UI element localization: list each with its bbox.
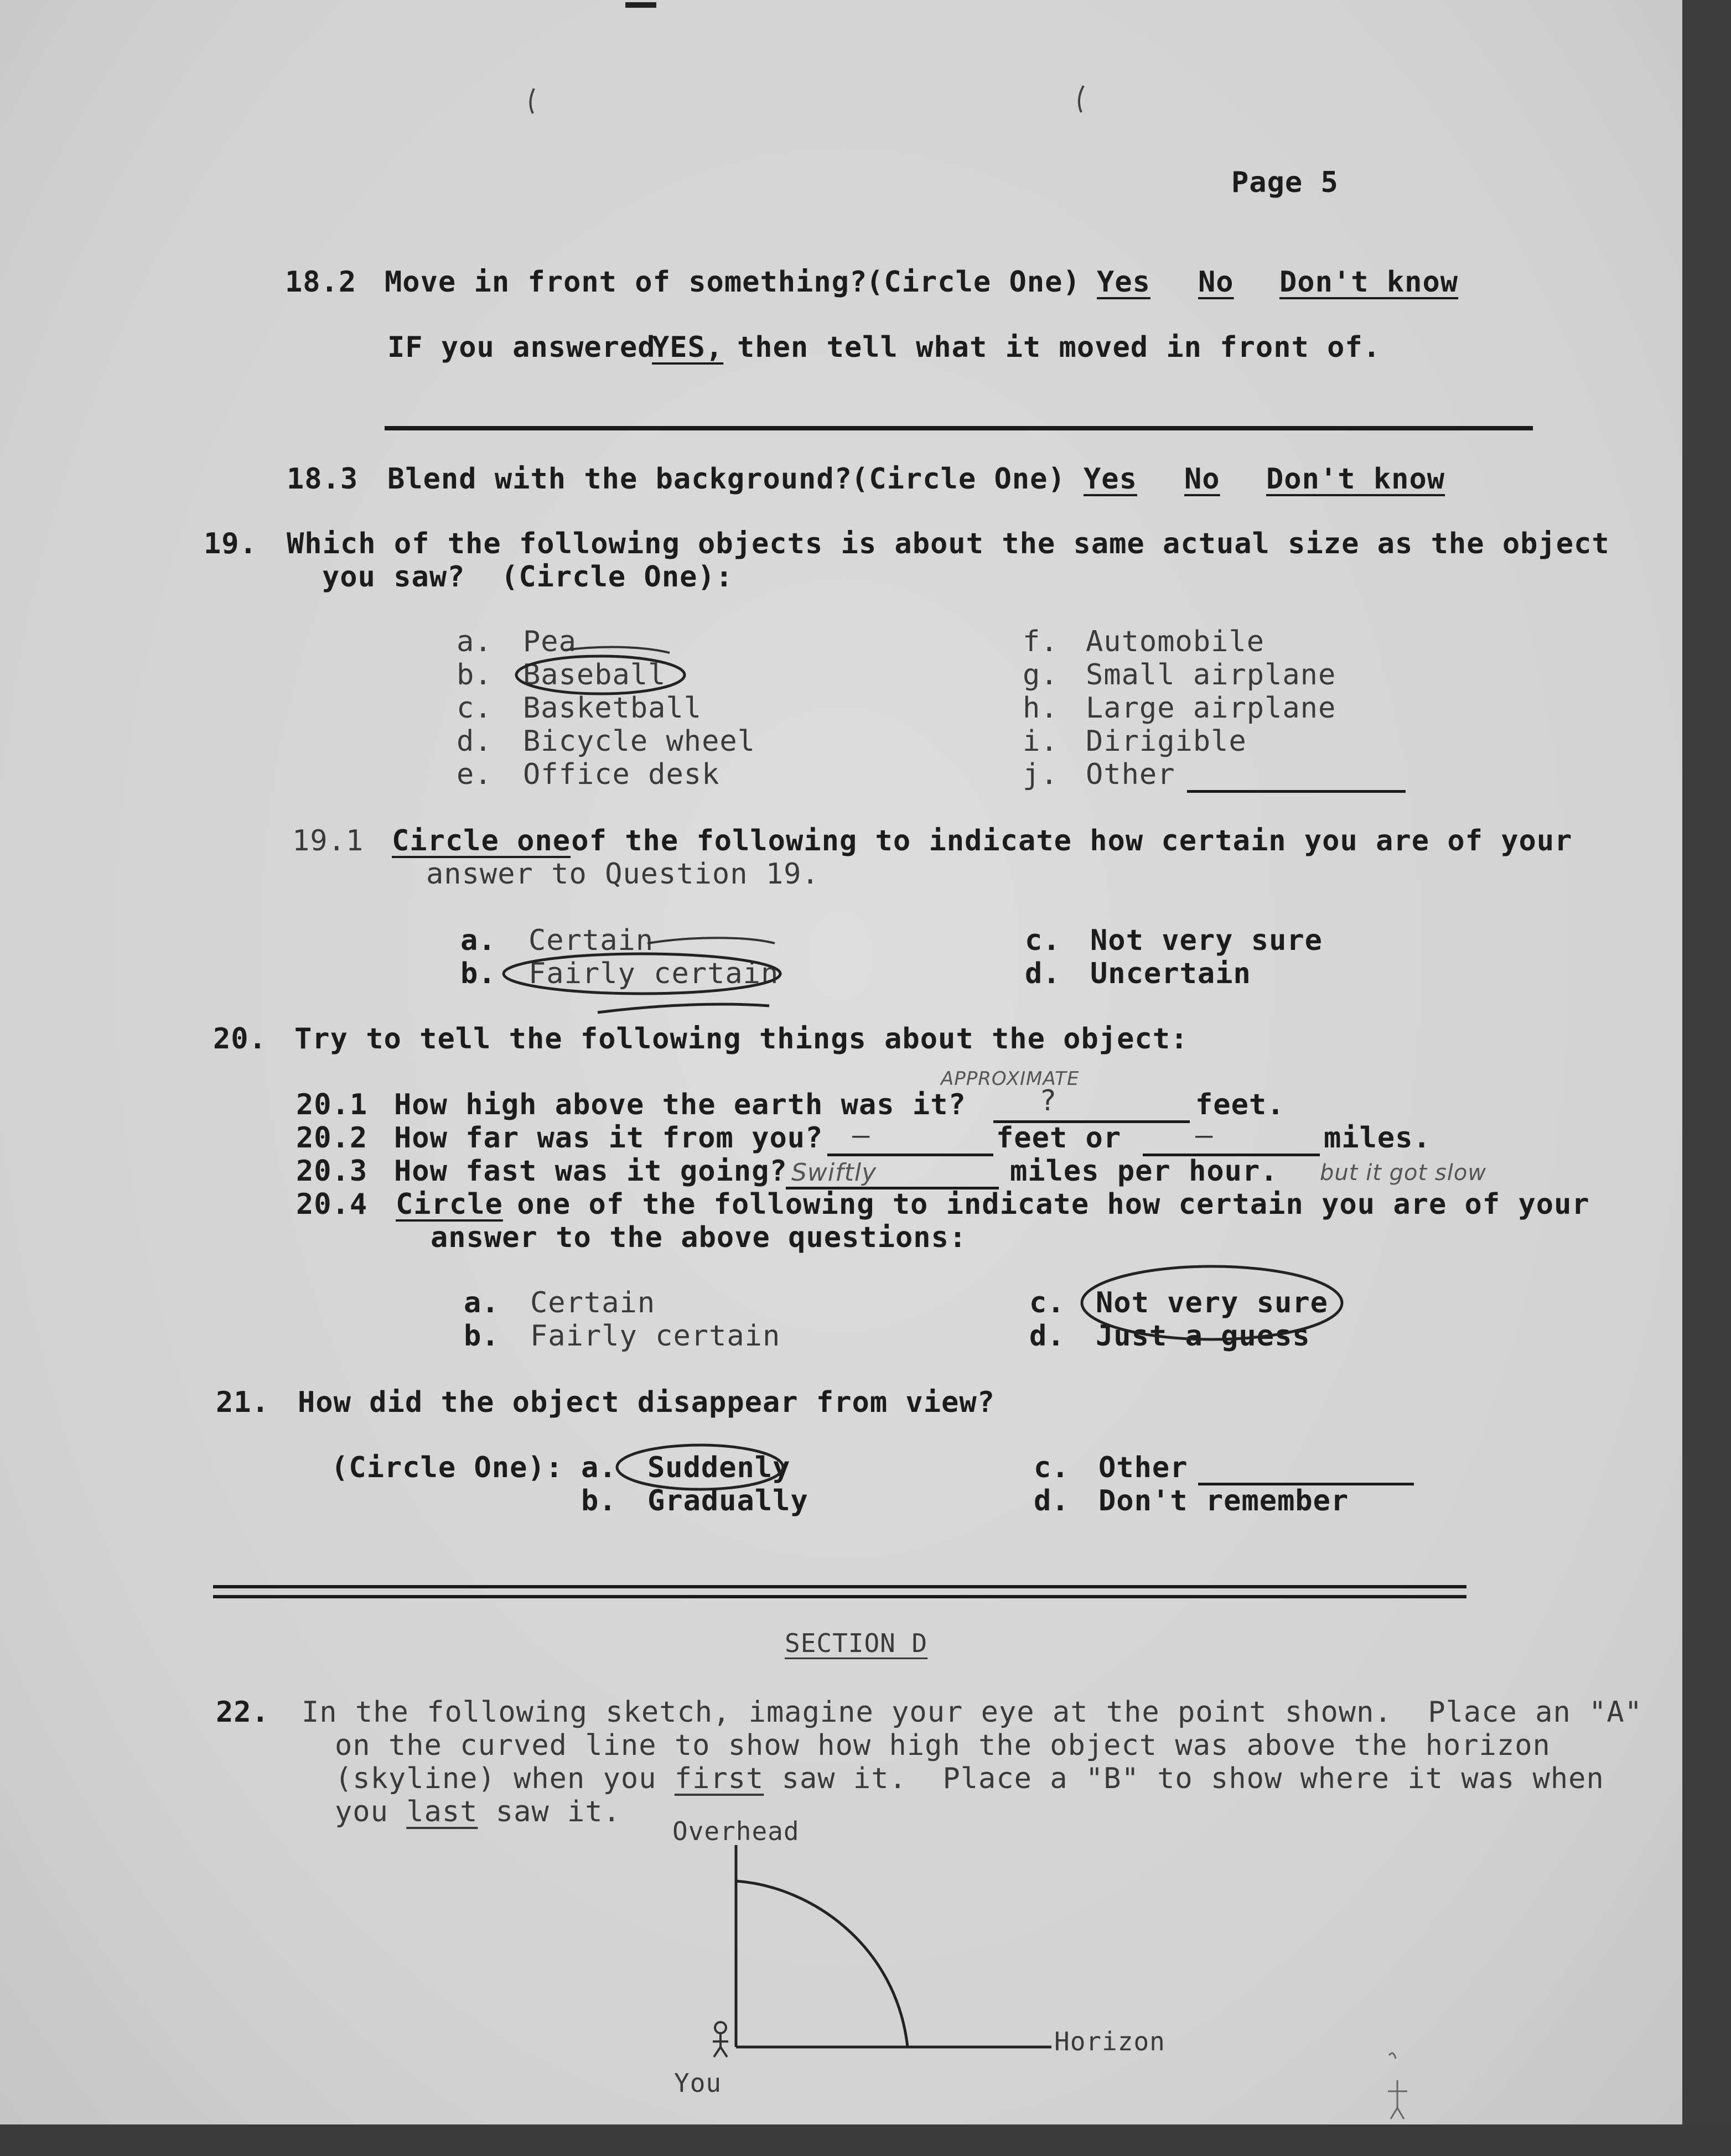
q18-2-number: 18.2 <box>285 266 357 299</box>
q20-1-unit: feet. <box>1195 1088 1285 1121</box>
q21-option-letter: b. <box>581 1484 617 1518</box>
q18-2-yes-option[interactable]: Yes <box>1097 266 1150 299</box>
q20-4-line2: answer to the above questions: <box>431 1221 967 1254</box>
page-number: Page 5 <box>1231 166 1339 199</box>
pencil-underline <box>598 1004 769 1012</box>
q19-option-letter: g. <box>1023 658 1059 692</box>
q19-option-letter: f. <box>1023 625 1059 658</box>
answer-circle-fairly-certain <box>504 954 780 994</box>
pencil-mark <box>530 89 534 113</box>
q19-option-letter: i. <box>1023 725 1059 758</box>
q21-option-gradually[interactable]: Gradually <box>647 1484 809 1518</box>
eye-figure-icon <box>713 2022 728 2057</box>
q21-option-letter: a. <box>581 1451 617 1484</box>
q20-4-option-fairly-certain[interactable]: Fairly certain <box>530 1319 781 1353</box>
q19-1-line1: of the following to indicate how certain you are of your <box>553 824 1573 858</box>
q19-option-pea[interactable]: Pea <box>523 625 577 658</box>
sketch-you-label: You <box>674 2068 722 2098</box>
q19-option-letter: j. <box>1023 758 1059 791</box>
q18-2-text: Move in front of something? <box>385 266 868 299</box>
q20-4-number: 20.4 <box>296 1188 368 1221</box>
pencil-mark <box>1079 86 1084 112</box>
q21-number: 21. <box>216 1386 270 1419</box>
q19-option-letter: d. <box>457 725 493 758</box>
q20-1-number: 20.1 <box>296 1088 368 1121</box>
q19-option-automobile[interactable]: Automobile <box>1086 625 1265 658</box>
q20-3-handwritten-note: but it got slow <box>1320 1160 1487 1186</box>
q21-option-letter: c. <box>1034 1451 1070 1484</box>
q20-3-unit: miles per hour. <box>1010 1155 1278 1188</box>
q20-text: Try to tell the following things about the object: <box>294 1022 1189 1056</box>
q22-number: 22. <box>216 1696 270 1729</box>
q18-3-text: Blend with the background? <box>387 463 852 496</box>
q18-2-dont-know-option[interactable]: Don't know <box>1279 266 1459 299</box>
q20-4-option-not-very-sure[interactable]: Not very sure <box>1096 1286 1328 1319</box>
q19-option-letter: h. <box>1023 692 1059 725</box>
q19-option-bicycle-wheel[interactable]: Bicycle wheel <box>523 725 755 758</box>
q22-last-word: last <box>406 1795 478 1828</box>
q20-2-text: How far was it from you? <box>394 1121 823 1155</box>
q20-number: 20. <box>213 1022 267 1056</box>
section-title: SECTION D <box>785 1628 928 1658</box>
q18-2-no-option[interactable]: No <box>1198 266 1234 299</box>
q18-3-yes-option[interactable]: Yes <box>1084 463 1137 496</box>
answer-circle-not-very-sure <box>1082 1266 1342 1339</box>
q19-option-small-airplane[interactable]: Small airplane <box>1086 658 1336 692</box>
q19-option-large-airplane[interactable]: Large airplane <box>1086 692 1336 725</box>
q22-line2: on the curved line to show how high the object was above the horizon <box>335 1729 1551 1762</box>
q19-line1: Which of the following objects is about the same actual size as the object <box>287 527 1610 560</box>
q20-2-answer-feet[interactable]: — <box>852 1119 870 1152</box>
q19-1-option-fairly-certain[interactable]: Fairly certain <box>528 957 779 990</box>
q20-3-text: How fast was it going? <box>394 1155 787 1188</box>
q18-2-followup-yes: YES, <box>652 331 724 364</box>
q19-1-option-letter: b. <box>460 957 496 990</box>
q20-4-option-letter: b. <box>464 1319 500 1353</box>
q19-1-circle-word: Circle one <box>392 824 571 858</box>
q20-4-option-letter: a. <box>464 1286 500 1319</box>
q19-1-option-certain[interactable]: Certain <box>528 924 654 957</box>
q20-4-option-letter: c. <box>1029 1286 1065 1319</box>
q19-option-other[interactable]: Other <box>1086 758 1175 791</box>
q20-2-miles-unit: miles. <box>1324 1121 1431 1155</box>
q20-3-answer[interactable]: Swiftly <box>791 1158 877 1187</box>
q22-line3-b: saw it. Place a "B" to show where it was when <box>764 1762 1604 1795</box>
q20-4-circle-word: Circle <box>396 1188 503 1221</box>
q19-option-dirigible[interactable]: Dirigible <box>1086 725 1247 758</box>
answer-circle-baseball <box>516 656 685 694</box>
q22-line4-a: you <box>335 1795 407 1828</box>
q19-1-option-letter: c. <box>1025 924 1061 957</box>
q19-option-letter: b. <box>457 658 493 692</box>
q20-3-number: 20.3 <box>296 1155 368 1188</box>
q19-number: 19. <box>204 527 257 560</box>
q21-option-suddenly[interactable]: Suddenly <box>647 1451 791 1484</box>
q18-3-number: 18.3 <box>287 463 359 496</box>
q18-2-circle-instruction: (Circle One) <box>866 266 1081 299</box>
pencil-strike <box>564 647 670 653</box>
q19-1-line2: answer to Question 19. <box>426 858 820 891</box>
q19-option-letter: c. <box>457 692 493 725</box>
q19-option-letter: a. <box>457 625 493 658</box>
pencil-doodle <box>1388 2053 1407 2119</box>
q21-circle-instruction: (Circle One): <box>331 1451 563 1484</box>
q18-3-circle-instruction: (Circle One) <box>851 463 1066 496</box>
q19-option-basketball[interactable]: Basketball <box>523 692 702 725</box>
q18-3-no-option[interactable]: No <box>1184 463 1220 496</box>
q20-4-line1: one of the following to indicate how certain you are of your <box>499 1188 1590 1221</box>
scan-artifact <box>625 2 656 8</box>
q22-line4-b: saw it. <box>478 1795 621 1828</box>
q19-option-baseball[interactable]: Baseball <box>523 658 666 692</box>
q20-1-answer[interactable]: ? <box>1039 1084 1058 1118</box>
q19-1-option-letter: a. <box>460 924 496 957</box>
q18-2-followup-pre: IF you answered <box>387 331 656 364</box>
q19-line2: you saw? (Circle One): <box>322 560 734 594</box>
q20-4-option-certain[interactable]: Certain <box>530 1286 656 1319</box>
q20-4-option-letter: d. <box>1029 1319 1065 1353</box>
q18-3-dont-know-option[interactable]: Don't know <box>1266 463 1445 496</box>
q21-option-other[interactable]: Other <box>1098 1451 1188 1484</box>
q21-text: How did the object disappear from view? <box>298 1386 995 1419</box>
q19-1-option-letter: d. <box>1025 957 1061 990</box>
q21-option-dont-remember[interactable]: Don't remember <box>1098 1484 1349 1518</box>
q19-option-letter: e. <box>457 758 493 791</box>
q19-1-number: 19.1 <box>292 824 364 858</box>
q20-1-text: How high above the earth was it? <box>394 1088 966 1121</box>
q21-option-letter: d. <box>1034 1484 1070 1518</box>
q22-first-word: first <box>674 1762 764 1795</box>
q19-1-option-not-very-sure[interactable]: Not very sure <box>1090 924 1323 957</box>
sketch-horizon-label: Horizon <box>1054 2027 1165 2056</box>
answer-circle-suddenly <box>617 1445 783 1489</box>
q20-2-number: 20.2 <box>296 1121 368 1155</box>
sketch-overhead-label: Overhead <box>672 1816 800 1846</box>
q19-option-office-desk[interactable]: Office desk <box>523 758 720 791</box>
q22-line3-a: (skyline) when you <box>335 1762 675 1795</box>
q20-2-answer-miles[interactable]: — <box>1195 1119 1214 1152</box>
sketch-sky-arc <box>736 1881 908 2047</box>
q19-1-option-uncertain[interactable]: Uncertain <box>1090 957 1251 990</box>
pencil-strike <box>647 938 775 943</box>
q22-line1: In the following sketch, imagine your eye at the point shown. Place an "A" <box>302 1696 1642 1729</box>
q20-2-feet-unit: feet or <box>996 1121 1122 1155</box>
q20-4-option-just-a-guess[interactable]: Just a guess <box>1096 1319 1310 1353</box>
q20-1-handwritten-note: APPROXIMATE <box>941 1068 1080 1090</box>
q18-2-followup-post: then tell what it moved in front of. <box>737 331 1381 364</box>
